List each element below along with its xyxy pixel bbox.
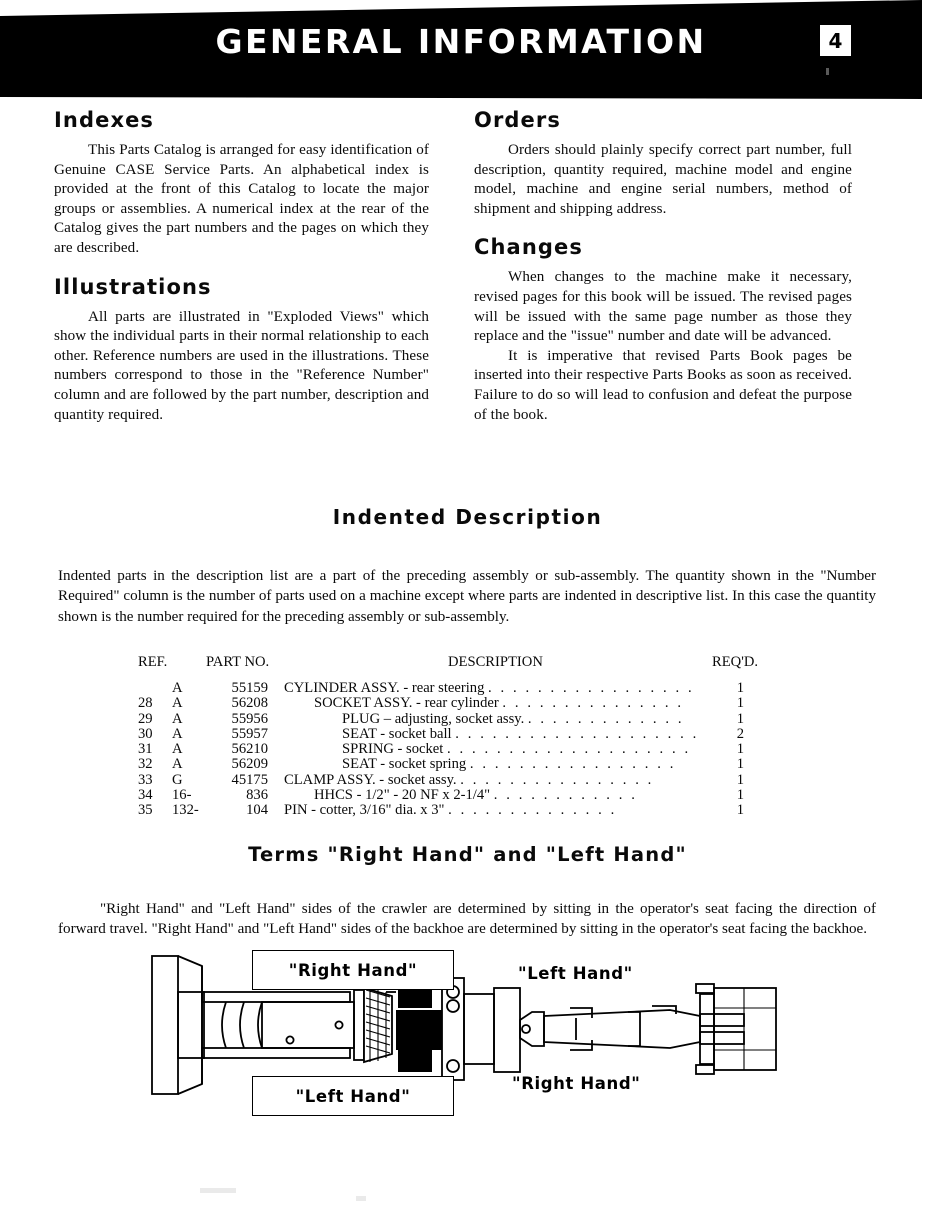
cell-description: PIN - cotter, 3/16" dia. x 3" . . . . . . . . . . . . . . [284, 802, 617, 819]
section-heading-terms: Terms "Right Hand" and "Left Hand" [248, 843, 687, 866]
column-header-ref: REF. [138, 654, 168, 670]
cell-ref: 31 [138, 741, 153, 758]
cell-ref: 35 [138, 802, 153, 819]
cell-part-prefix: A [172, 741, 183, 758]
cell-description: CYLINDER ASSY. - rear steering . . . . . . . . . . . . . . . . . [284, 680, 695, 696]
table-row [138, 757, 768, 772]
table-row [138, 803, 768, 818]
diagram-label-left-hand-backhoe: "Left Hand" [518, 964, 633, 983]
cell-part-number: 55957 [231, 725, 268, 742]
cell-part-prefix: A [172, 710, 183, 727]
diagram-label-right-hand-backhoe: "Right Hand" [512, 1074, 641, 1093]
leader-dots: . . . . . . . . . . . . [493, 787, 638, 804]
section-heading-changes: Changes [474, 235, 583, 260]
cell-description: SEAT - socket spring . . . . . . . . . . . . . . . . . [342, 756, 677, 773]
left-column [54, 108, 429, 425]
cell-part-prefix: A [172, 680, 183, 696]
cell-quantity: 1 [736, 787, 744, 804]
cell-quantity: 1 [736, 710, 744, 727]
cell-part-prefix: G [172, 771, 183, 788]
cell-part-prefix: A [172, 756, 183, 773]
column-header-description: DESCRIPTION [448, 654, 543, 670]
parts-table [138, 655, 768, 819]
table-body [138, 681, 768, 819]
cell-part-number: 45175 [231, 771, 268, 788]
page-title: GENERAL INFORMATION [215, 22, 707, 61]
leader-dots: . . . . . . . . . . . . . . . . . [488, 680, 695, 696]
scan-artifact [826, 68, 829, 75]
table-header-row [138, 655, 768, 681]
paragraph-indexes: This Parts Catalog is arranged for easy identification of Genuine CASE Service Parts. An alphabetical index is provided at the front of this Catalog to locate the major groups or assemblies. A numerical index at the rear of the Catalog gives the part numbers and the pages on which they are described. [54, 142, 429, 256]
column-header-part-no: PART NO. [206, 654, 270, 670]
paragraph-indented-description: Indented parts in the description list are a part of the preceding assembly or sub-assembly. The quantity shown in the "Number Required" column is the number of parts used on a machine except where parts are indented in descriptive list. In this case the quantity shown is the number required for the preceding assembly or sub-assembly. [58, 568, 876, 625]
cell-part-number: 56210 [231, 741, 268, 758]
leader-dots: . . . . . . . . . . . . . . . . [460, 771, 654, 788]
cell-quantity: 1 [736, 741, 744, 758]
cell-part-number: 55956 [231, 710, 268, 727]
column-header-req-d: REQ'D. [712, 654, 759, 670]
section-heading-indexes: Indexes [54, 108, 155, 132]
table-row [138, 742, 768, 757]
cell-part-number: 104 [246, 802, 268, 819]
cell-part-number: 836 [246, 787, 268, 804]
cell-description: PLUG – adjusting, socket assy. . . . . . . . . . . . . . [342, 710, 685, 727]
cell-description: HHCS - 1/2" - 20 NF x 2-1/4" . . . . . . . . . . . . [314, 787, 638, 804]
cell-quantity: 1 [736, 771, 744, 788]
cell-description: SPRING - socket . . . . . . . . . . . . . . . . . . . . [342, 741, 691, 758]
diagram-label-box-right-hand-crawler [252, 950, 454, 990]
leader-dots: . . . . . . . . . . . . . . . . . . . . [455, 725, 699, 742]
section-heading-illustrations: Illustrations [54, 274, 212, 299]
paragraph-illustrations: All parts are illustrated in "Exploded Views" which show the individual parts in their normal relationship to each other. Reference numbers are used in the illustrations. These numbers correspond to those in the "Reference Number" column and are followed by the part number, description and quantity required. [54, 308, 429, 423]
cell-quantity: 1 [736, 680, 744, 696]
table-row [138, 712, 768, 727]
crawler-backhoe-diagram [140, 950, 800, 1115]
cell-ref: 29 [138, 710, 153, 727]
cell-ref: 28 [138, 695, 153, 712]
cell-quantity: 1 [736, 695, 744, 712]
paragraph-changes-2: It is imperative that revised Parts Book pages be inserted into their respective Parts Books as soon as received. Failure to do so will lead to confusion and defeat the purpose of the book. [474, 347, 852, 423]
cell-part-prefix: 132- [172, 802, 199, 819]
diagram-label-left-hand-crawler: "Left Hand" [295, 1086, 411, 1106]
cell-quantity: 1 [736, 756, 744, 773]
leader-dots: . . . . . . . . . . . . . . . [502, 695, 684, 712]
crawler-backhoe-line-drawing [140, 950, 800, 1115]
cell-part-number: 55159 [231, 680, 268, 696]
cell-quantity: 1 [736, 802, 744, 819]
cell-description: SOCKET ASSY. - rear cylinder . . . . . . . . . . . . . . . [314, 695, 684, 712]
table-row [138, 773, 768, 788]
table-row [138, 696, 768, 711]
section-heading-orders: Orders [474, 108, 561, 132]
leader-dots: . . . . . . . . . . . . . . . . . . . . [447, 741, 691, 758]
cell-part-prefix: 16- [172, 787, 192, 804]
page-number-badge: 4 [820, 25, 851, 56]
cell-description: SEAT - socket ball . . . . . . . . . . . . . . . . . . . . [342, 725, 699, 742]
cell-ref: 33 [138, 771, 153, 788]
cell-description: CLAMP ASSY. - socket assy. . . . . . . . . . . . . . . . . [284, 771, 654, 788]
cell-ref: 32 [138, 756, 153, 773]
cell-quantity: 2 [736, 725, 744, 742]
scan-artifact [356, 1196, 366, 1201]
leader-dots: . . . . . . . . . . . . . . . . . [469, 756, 677, 773]
diagram-label-box-left-hand-crawler [252, 1076, 454, 1116]
table-row [138, 727, 768, 742]
cell-part-prefix: A [172, 695, 183, 712]
cell-part-number: 56208 [231, 695, 268, 712]
paragraph-changes-1: When changes to the machine make it necessary, revised pages for this book will be issued. The revised pages will be issued with the same page number as those they replace and the "issue" number and date will be advanced. [474, 269, 852, 345]
table-row [138, 681, 768, 696]
cell-part-number: 56209 [231, 756, 268, 773]
cell-ref: 34 [138, 787, 153, 804]
right-column [474, 108, 852, 425]
paragraph-terms: "Right Hand" and "Left Hand" sides of the crawler are determined by sitting in the operator's seat facing the direction of forward travel. "Right Hand" and "Left Hand" sides of the backhoe are determined by sitting in the operator's seat facing the backhoe. [58, 901, 876, 938]
cell-part-prefix: A [172, 725, 183, 742]
leader-dots: . . . . . . . . . . . . . . [448, 802, 617, 819]
leader-dots: . . . . . . . . . . . . . [527, 710, 685, 727]
paragraph-orders: Orders should plainly specify correct part number, full description, quantity required, machine model and engine model, machine and engine serial numbers, method of shipment and shipping address. [474, 142, 852, 217]
scan-artifact [200, 1188, 236, 1193]
diagram-label-right-hand-crawler: "Right Hand" [288, 960, 418, 980]
cell-ref: 30 [138, 725, 153, 742]
section-heading-indented-description: Indented Description [332, 505, 603, 529]
table-row [138, 788, 768, 803]
